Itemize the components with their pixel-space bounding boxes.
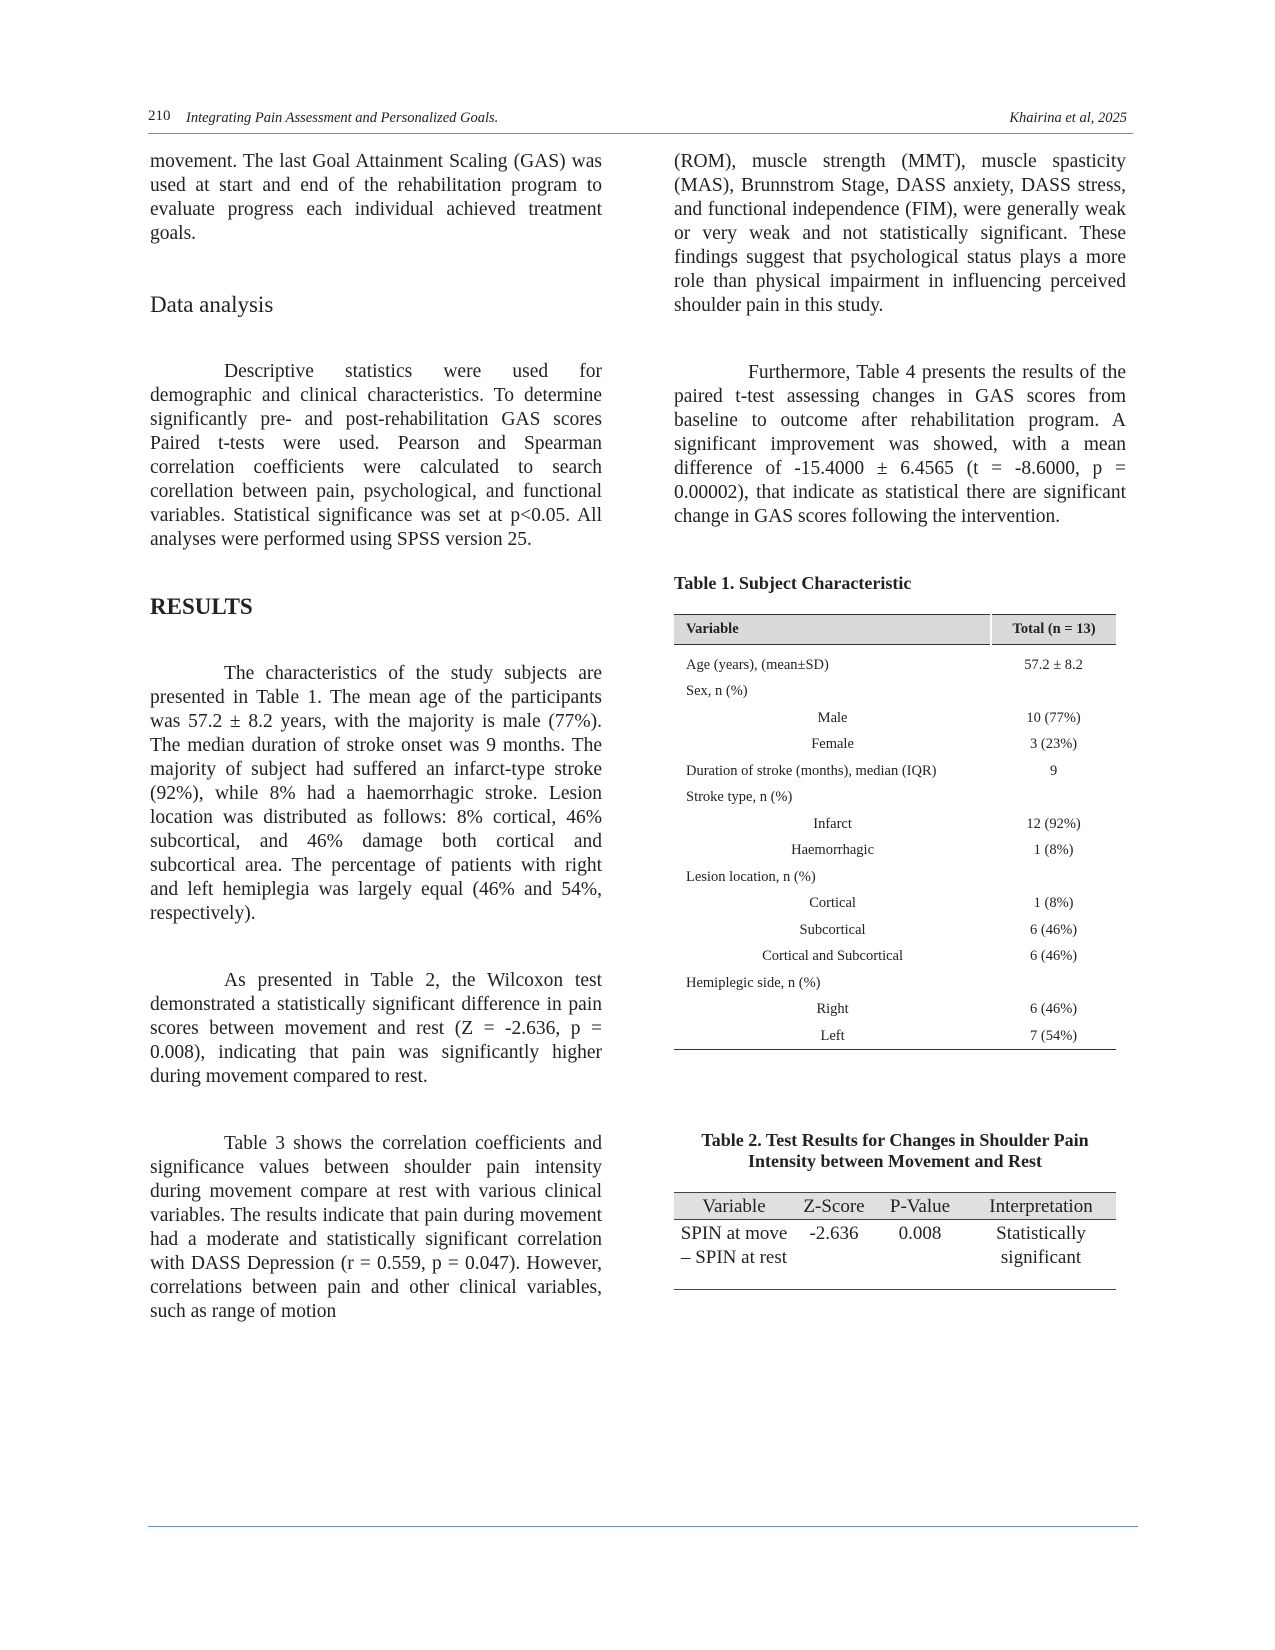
table2-caption: [674, 1130, 1116, 1172]
table1-cell-variable: Duration of stroke (months), median (IQR): [686, 762, 937, 779]
table1-header-total: Total (n = 13): [991, 615, 1116, 645]
table-row: [674, 891, 1116, 918]
left-column: [150, 150, 602, 1324]
table2: [674, 1192, 1116, 1290]
table-row: [674, 758, 1116, 785]
table1-cell-total: 6 (46%): [1030, 921, 1078, 938]
table1-cell-variable: Stroke type, n (%): [686, 789, 793, 806]
table-row: [674, 1220, 1116, 1290]
table2-header-variable: Variable: [674, 1193, 794, 1220]
table1-cell-total: 10 (77%): [1026, 709, 1081, 726]
table2-caption-line1: Table 2. Test Results for Changes in Shoulder Pain: [701, 1130, 1089, 1150]
table1-cell-total: 57.2 ± 8.2: [1024, 657, 1083, 674]
table-row: [674, 838, 1116, 865]
table-row: [674, 970, 1116, 997]
table1-cell-variable: Haemorrhagic: [791, 842, 875, 859]
table1-cell-total: 1 (8%): [1033, 895, 1074, 912]
table-row: [674, 997, 1116, 1024]
running-authors: Khairina et al, 2025: [1009, 110, 1127, 126]
table1-cell-variable: Left: [674, 1023, 991, 1050]
table1-cell-variable: Hemiplegic side, n (%): [686, 974, 821, 991]
table1-cell-variable: Infarct: [813, 815, 852, 832]
table1-cell-variable: Age (years), (mean±SD): [686, 657, 829, 674]
table-row: [674, 645, 1116, 679]
table-row: [674, 864, 1116, 891]
table1-cell-variable: Subcortical: [799, 921, 866, 938]
table1-cell-variable: Right: [816, 1001, 849, 1018]
table2-cell-variable: SPIN at move – SPIN at rest: [674, 1220, 794, 1290]
table1-cell-total: 7 (54%): [991, 1023, 1116, 1050]
paragraph-continued: (ROM), muscle strength (MMT), muscle spasticity (MAS), Brunnstrom Stage, DASS anxiety, DASS stress, and functional independence (FIM), were generally weak or very weak and not statistically significant. These findings suggest that psychological status plays a more role than physical impairment in influencing perceived shoulder pain in this study.: [674, 151, 1126, 316]
table1: [674, 614, 1116, 1050]
paragraph-results-1: The characteristics of the study subjects are presented in Table 1. The mean age of the participants was 57.2 ± 8.2 years, with the majority is male (77%). The median duration of stroke onset was 9 months. The majority of subject had suffered an infarct-type stroke (92%), while 8% had a haemorrhagic stroke. Lesion location was distributed as follows: 8% cortical, 46% subcortical, and 46% damage both cortical and subcortical area. The percentage of patients with right and left hemiplegia was largely equal (46% and 54%, respectively).: [150, 663, 602, 924]
table1-cell-total: 9: [1049, 762, 1058, 779]
table2-cell-zscore: -2.636: [794, 1220, 874, 1290]
table2-header-zscore: Z-Score: [794, 1193, 874, 1220]
table2-cell-pvalue: 0.008: [874, 1220, 966, 1290]
table1-cell-total: 6 (46%): [1030, 948, 1078, 965]
table1-cell-variable: Cortical: [809, 895, 856, 912]
paragraph-intro: movement. The last Goal Attainment Scaling (GAS) was used at start and end of the rehabilitation program to evaluate progress each individual achieved treatment goals.: [150, 151, 602, 244]
table1-cell-variable: Cortical and Subcortical: [762, 948, 904, 965]
table1-cell-total: [991, 864, 1116, 891]
table1-cell-total: [991, 679, 1116, 706]
table1-cell-variable: Lesion location, n (%): [686, 868, 816, 885]
table-row: [674, 811, 1116, 838]
results-heading: RESULTS: [150, 594, 253, 619]
paragraph-results-3: Table 3 shows the correlation coefficients and significance values between shoulder pain intensity during movement compare at rest with various clinical variables. The results indicate that pain during movement had a moderate and statistically significant correlation with DASS Depression (r = 0.559, p = 0.047). However, correlations between pain and other clinical variables, such as range of motion: [150, 1133, 602, 1322]
table1-cell-total: 6 (46%): [1030, 1001, 1078, 1018]
table-row: [674, 917, 1116, 944]
table1-cell-variable: Female: [811, 736, 854, 753]
table1-cell-variable: Sex, n (%): [686, 683, 748, 700]
table1-cell-total: 1 (8%): [1033, 842, 1074, 859]
table-row: [674, 732, 1116, 759]
footer-rule: [148, 1526, 1138, 1527]
table1-header-variable: Variable: [674, 615, 991, 645]
table-row: [674, 1023, 1116, 1050]
table-row: [674, 785, 1116, 812]
table1-cell-total: 12 (92%): [1026, 815, 1081, 832]
paragraph-data-analysis: Descriptive statistics were used for demographic and clinical characteristics. To determine significantly pre- and post-rehabilitation GAS scores Paired t-tests were used. Pearson and Spearman correlation coefficients were calculated to search corellation between pain, psychological, and functional variables. Statistical significance was set at p<0.05. All analyses were performed using SPSS version 25.: [150, 361, 602, 550]
right-column: [674, 150, 1126, 1290]
table1-cell-total: [991, 785, 1116, 812]
table1-cell-variable: Male: [817, 709, 848, 726]
page-header: [148, 108, 1133, 134]
table1-cell-total: [991, 970, 1116, 997]
table1-body: [674, 645, 1116, 1050]
table-row: [674, 944, 1116, 971]
table1-caption: Table 1. Subject Characteristic: [674, 573, 912, 593]
table-row: [674, 679, 1116, 706]
data-analysis-heading: Data analysis: [150, 292, 274, 317]
table-row: [674, 705, 1116, 732]
table1-cell-total: 3 (23%): [1030, 736, 1078, 753]
paragraph-results-2: As presented in Table 2, the Wilcoxon test demonstrated a statistically significant difference in pain scores between movement and rest (Z = -2.636, p = 0.008), indicating that pain was significantly higher during movement compared to rest.: [150, 970, 602, 1087]
page-number: 210: [148, 108, 171, 124]
paragraph-table4: Furthermore, Table 4 presents the results of the paired t-test assessing changes in GAS scores from baseline to outcome after rehabilitation program. A significant improvement was showed, with a mean difference of -15.4000 ± 6.4565 (t = -8.6000, p = 0.00002), that indicate as statistical there are significant change in GAS scores following the intervention.: [674, 362, 1126, 527]
table2-caption-line2: Intensity between Movement and Rest: [748, 1151, 1042, 1171]
table2-header-pvalue: P-Value: [874, 1193, 966, 1220]
table2-cell-interpretation: Statistically significant: [966, 1220, 1116, 1290]
table2-header-interpretation: Interpretation: [966, 1193, 1116, 1220]
running-title: Integrating Pain Assessment and Personalized Goals.: [186, 110, 499, 126]
